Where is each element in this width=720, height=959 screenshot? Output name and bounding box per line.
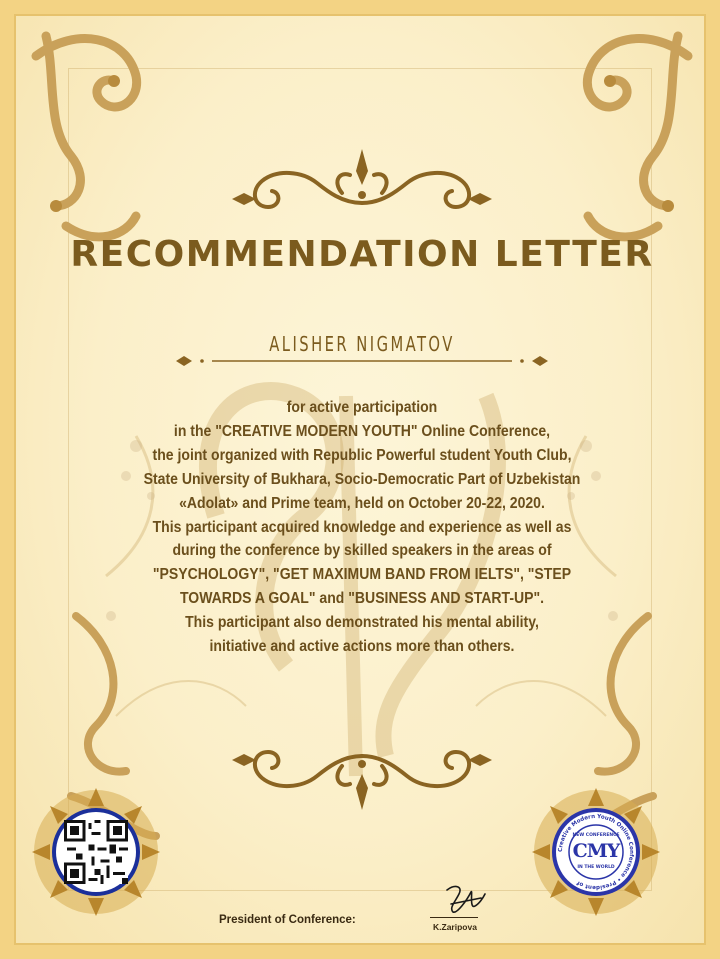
signature-label: President of Conference: xyxy=(219,914,356,926)
seal-letters: CMY xyxy=(572,840,620,862)
body-line: for active participation xyxy=(286,399,438,416)
body-line: «Adolat» and Prime team, held on October 20-22, 2020. xyxy=(179,494,545,512)
signature-mark xyxy=(441,880,489,918)
signature-name: K.Zaripova xyxy=(433,922,477,932)
signature-line xyxy=(430,917,478,918)
recipient-name: ALISHER NIGMATOV xyxy=(269,332,455,356)
body-line: in the "CREATIVE MODERN YOUTH" Online Conference, xyxy=(173,422,551,440)
seal-bottom-text: IN THE WORLD xyxy=(577,865,615,870)
organizer-seal xyxy=(530,786,662,918)
certificate-paper xyxy=(14,14,706,945)
body-line: This participant also demonstrated his mental ability, xyxy=(185,614,539,632)
body-line: State University of Bukhara, Socio-Democratic Part of Uzbekistan xyxy=(143,470,581,488)
bottom-center-ornament xyxy=(222,738,502,818)
body-line: during the conference by skilled speakers in the areas of xyxy=(172,542,552,560)
certificate-title: RECOMMENDATION LETTER xyxy=(70,234,654,275)
corner-ornament-top-left xyxy=(16,16,186,266)
certificate-body xyxy=(56,396,668,659)
body-line: the joint organized with Republic Powerful student Youth Club, xyxy=(152,446,572,464)
qr-seal xyxy=(30,786,162,918)
seal-top-text: NEW CONFERENCE xyxy=(572,833,620,838)
body-line: "PSYCHOLOGY", "GET MAXIMUM BAND FROM IELTS", "STEP xyxy=(152,566,572,584)
corner-ornament-top-right xyxy=(538,16,706,266)
seal-ring-text: Creative Modern Youth Online Conference • President of xyxy=(557,813,635,891)
body-line: This participant acquired knowledge and experience as well as xyxy=(152,518,572,536)
qr-code xyxy=(64,820,128,884)
name-divider xyxy=(176,354,548,368)
top-center-ornament xyxy=(222,141,502,221)
body-line: TOWARDS A GOAL" and "BUSINESS AND START-UP". xyxy=(179,590,545,608)
body-line: initiative and active actions more than others. xyxy=(209,638,515,656)
